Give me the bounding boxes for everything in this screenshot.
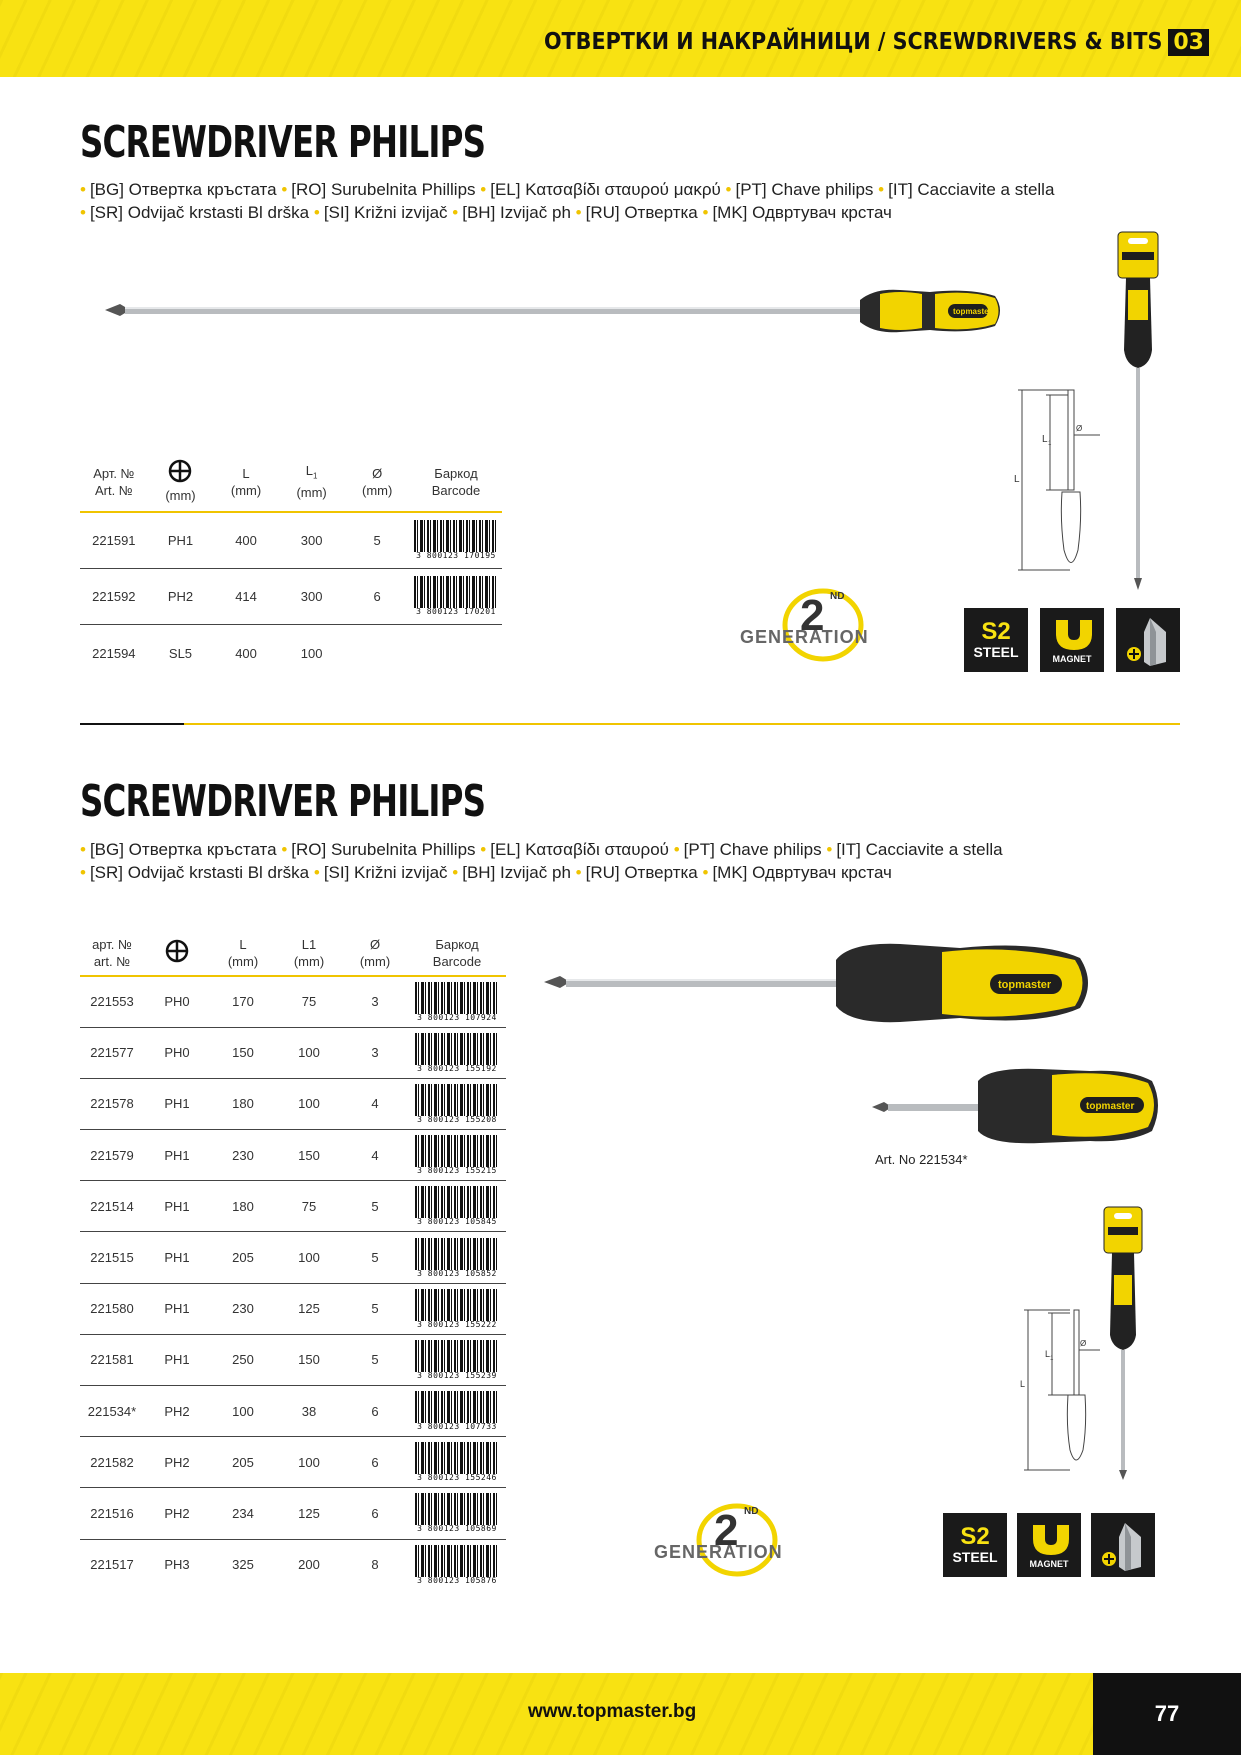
- dim-L-label: L: [1020, 1379, 1026, 1389]
- translation: [IT] Cacciavite a stella: [836, 840, 1003, 859]
- barcode: 3 800123 105845: [411, 1186, 503, 1226]
- barcode: 3 800123 105876: [411, 1545, 503, 1585]
- translation: [RU] Отвертка: [585, 203, 698, 222]
- dim-L1-subscript: 1: [1050, 1356, 1054, 1362]
- section1-translations: [80, 178, 1080, 224]
- phillips-tip-badge: [1091, 1513, 1155, 1577]
- section1-title: SCREWDRIVER PHILIPS: [80, 117, 486, 168]
- magnet-badge: MAGNET: [1040, 608, 1104, 672]
- col-barcode: Баркод Barcode: [431, 465, 481, 498]
- translation: [EL] Κατσαβίδι σταυρού μακρύ: [490, 180, 721, 199]
- long-screwdriver-image: [100, 280, 1000, 360]
- translations-line-2: • [SR] Odvijač krstasti Bl drška • [SI] Križni izvijač • [BH] Izvijač ph • [RU] Отвертка • [MK] Одвртувач крстач: [80, 203, 892, 222]
- col-blade-length: L1 (mm): [293, 936, 325, 969]
- table-row: 221515 PH1 205 100 5 3 800123 105852: [80, 1232, 506, 1283]
- barcode: 3 800123 155192: [411, 1033, 503, 1073]
- barcode: 3 800123 105852: [411, 1238, 503, 1278]
- table-row: 221514 PH1 180 75 5 3 800123 105845: [80, 1181, 506, 1232]
- phillips-icon: [168, 459, 192, 483]
- product-caption: Art. No 221534*: [875, 1152, 968, 1167]
- translation: [SI] Križni izvijač: [323, 203, 448, 222]
- col-art: Арт. № Art. №: [93, 465, 135, 498]
- translation: [RO] Surubelnita Phillips: [291, 180, 476, 199]
- barcode: 3 800123 105869: [411, 1493, 503, 1533]
- translations-line-1: • [BG] Отвертка кръстата • [RO] Surubelnita Phillips • [EL] Κατσαβίδι σταυρού μακρύ • [PT] Chave philips • [IT] Cacciavite a stella: [80, 180, 1055, 199]
- dim-L1-label: L: [1045, 1349, 1051, 1359]
- col-blade-length: $L_1$ (mm): [296, 462, 327, 501]
- translation: [BH] Izvijač ph: [462, 863, 571, 882]
- translation: [PT] Chave philips: [683, 840, 822, 859]
- col-length: L (mm): [227, 936, 259, 969]
- section-title: ОТВЕРТКИ И НАКРАЙНИЦИ / SCREWDRIVERS & BITS: [543, 29, 1163, 55]
- dim-diameter-label: Ø: [1076, 424, 1083, 433]
- table-header-row: [80, 930, 506, 976]
- bit-tip-icon: [1120, 612, 1176, 668]
- translation: [BG] Отвертка кръстата: [89, 840, 277, 859]
- packaged-screwdriver-image: [1000, 230, 1200, 590]
- section-heading: [544, 27, 1209, 57]
- second-generation-logo: 2 ND GENERATION: [738, 585, 908, 665]
- dim-L-label: L: [1014, 474, 1020, 485]
- col-length: L (mm): [230, 465, 262, 498]
- table-row: 221592 PH2 414 300 6 3 800123 170201: [80, 568, 502, 624]
- section-number: 03: [1168, 29, 1209, 56]
- second-generation-logo: 2 ND GENERATION: [652, 1500, 822, 1580]
- translation: [RO] Surubelnita Phillips: [291, 840, 476, 859]
- brand-logo: topmaster: [1086, 1101, 1135, 1112]
- translation: [BG] Отвертка кръстата: [89, 180, 277, 199]
- barcode: 3 800123 155208: [411, 1084, 503, 1124]
- col-tip: [144, 930, 210, 976]
- translations-line-1: • [BG] Отвертка кръстата • [RO] Surubelnita Phillips • [EL] Κατσαβίδι σταυρού • [PT] Chave philips • [IT] Cacciavite a stella: [80, 840, 1003, 859]
- stubby-screwdriver-image: [870, 1065, 1170, 1145]
- s2-steel-badge: S2 STEEL: [943, 1513, 1007, 1577]
- brand-logo: topmaster: [953, 307, 992, 316]
- barcode: 3 800123 155222: [411, 1289, 503, 1329]
- table-row: 221516 PH2 234 125 6 3 800123 105869: [80, 1488, 506, 1539]
- magnet-badge: MAGNET: [1017, 1513, 1081, 1577]
- barcode: 3 800123 170201: [410, 576, 502, 616]
- translation: [RU] Отвертка: [585, 863, 698, 882]
- section2-title: SCREWDRIVER PHILIPS: [80, 776, 486, 827]
- barcode: 3 800123 155246: [411, 1442, 503, 1482]
- footer-bar: [0, 1673, 1241, 1755]
- translation: [MK] Одвртувач крстач: [712, 203, 892, 222]
- translation: [MK] Одвртувач крстач: [712, 863, 892, 882]
- table-row: 221581 PH1 250 150 5 3 800123 155239: [80, 1334, 506, 1385]
- table-row: 221578 PH1 180 100 4 3 800123 155208: [80, 1078, 506, 1129]
- dim-diameter-label: Ø: [1080, 1339, 1087, 1348]
- col-art: арт. № art. №: [92, 936, 132, 969]
- page-number: 77: [1093, 1673, 1241, 1755]
- barcode: 3 800123 155215: [411, 1135, 503, 1175]
- translation: [SI] Križni izvijač: [323, 863, 448, 882]
- barcode: 3 800123 107924: [411, 982, 503, 1022]
- translation: [SR] Odvijač krstasti Bl drška: [89, 203, 310, 222]
- header-bar: [0, 0, 1241, 77]
- table-row: 221582 PH2 205 100 6 3 800123 155246: [80, 1437, 506, 1488]
- table-row: 221591 PH1 400 300 5 3 800123 170195: [80, 512, 502, 568]
- table-row: 221594 SL5 400 100: [80, 624, 502, 682]
- translation: [IT] Cacciavite a stella: [888, 180, 1055, 199]
- magnet-icon: [1027, 1521, 1071, 1557]
- barcode: 3 800123 107733: [411, 1391, 503, 1431]
- translations-line-2: • [SR] Odvijač krstasti Bl drška • [SI] Križni izvijač • [BH] Izvijač ph • [RU] Отвертка • [MK] Одвртувач крстач: [80, 863, 892, 882]
- section1-spec-table: [80, 452, 502, 682]
- section2-translations: [80, 838, 1080, 884]
- table-row: 221579 PH1 230 150 4 3 800123 155215: [80, 1130, 506, 1181]
- section2-spec-table: [80, 930, 506, 1590]
- brand-logo: topmaster: [998, 979, 1052, 991]
- dim-L1-label: L: [1042, 434, 1048, 445]
- table-header-row: [80, 452, 502, 512]
- screwdriver-image: [540, 938, 1170, 1038]
- barcode: 3 800123 155239: [411, 1340, 503, 1380]
- packaged-screwdriver-image: [1010, 1205, 1180, 1485]
- col-diameter: Ø (mm): [362, 465, 393, 498]
- table-row: 221534* PH2 100 38 6 3 800123 107733: [80, 1386, 506, 1437]
- table-row: 221577 PH0 150 100 3 3 800123 155192: [80, 1027, 506, 1078]
- table-row: 221517 PH3 325 200 8 3 800123 105876: [80, 1539, 506, 1590]
- phillips-icon: [165, 939, 189, 963]
- bit-tip-icon: [1095, 1517, 1151, 1573]
- translation: [BH] Izvijač ph: [462, 203, 571, 222]
- col-barcode: Баркод Barcode: [432, 936, 482, 969]
- translation: [EL] Κατσαβίδι σταυρού: [490, 840, 669, 859]
- dim-L1-subscript: 1: [1048, 441, 1052, 447]
- table-row: 221553 PH0 170 75 3 3 800123 107924: [80, 976, 506, 1027]
- col-tip: (mm): [148, 452, 214, 512]
- barcode: 3 800123 170195: [410, 520, 502, 560]
- website-link[interactable]: www.topmaster.bg: [528, 1701, 697, 1722]
- col-diameter: Ø (mm): [359, 936, 391, 969]
- translation: [SR] Odvijač krstasti Bl drška: [89, 863, 310, 882]
- section-divider: [80, 723, 1180, 725]
- magnet-icon: [1050, 616, 1094, 652]
- table-row: 221580 PH1 230 125 5 3 800123 155222: [80, 1283, 506, 1334]
- translation: [PT] Chave philips: [735, 180, 874, 199]
- phillips-tip-badge: [1116, 608, 1180, 672]
- s2-steel-badge: S2 STEEL: [964, 608, 1028, 672]
